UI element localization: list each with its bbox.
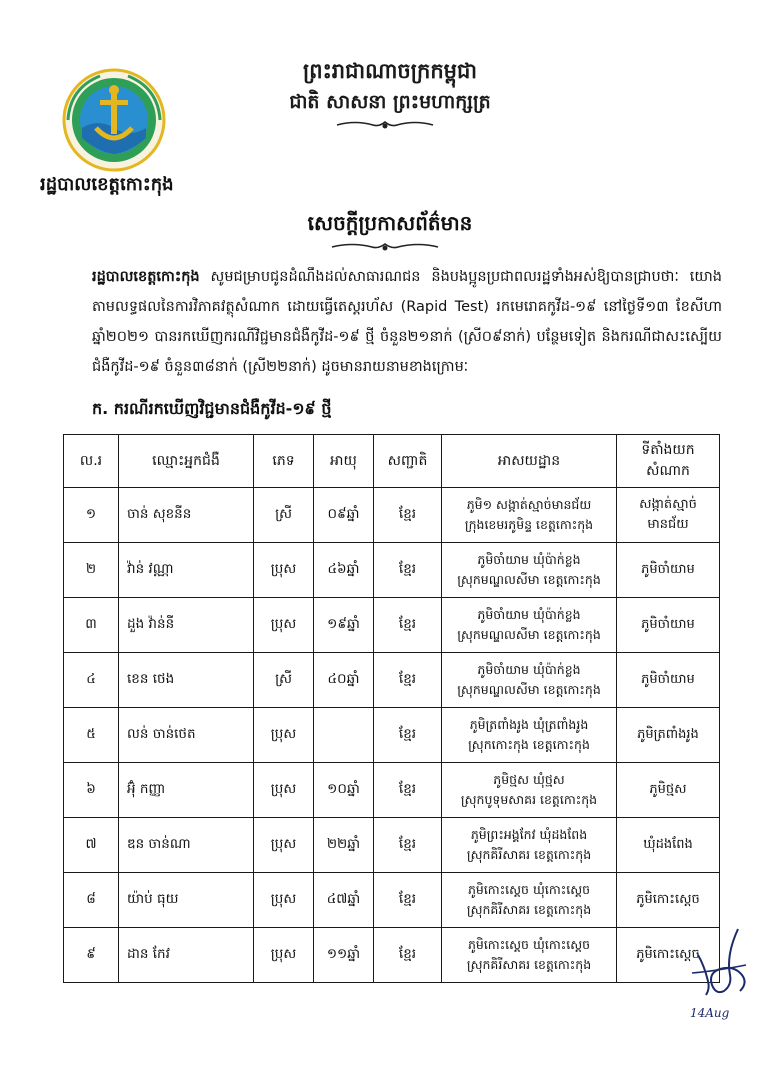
new-cases-table (63, 434, 720, 983)
cell-sex: ប្រុស (254, 818, 314, 873)
cell-address (442, 598, 617, 653)
kingdom-title: ព្រះរាជាណាចក្រកម្ពុជា (302, 58, 477, 83)
cell-sex: ប្រុស (254, 708, 314, 763)
cell-sex: ស្រី (254, 488, 314, 543)
cell-number: ១ (64, 488, 119, 543)
column-header-name: ឈ្មោះអ្នកជំងឺ (119, 435, 254, 488)
address-line-2: ស្រុកបូទុមសាគរ ខេត្តកោះកុង (460, 792, 598, 807)
cell-age (314, 708, 374, 763)
cell-number: ២ (64, 543, 119, 598)
address-line-1: ភូមិចាំយាម ឃុំប៉ាក់ខ្លង (477, 607, 581, 622)
cell-nationality: ខ្មែរ (374, 818, 442, 873)
document-title: សេចក្តីប្រកាសព័ត៌មាន (307, 211, 473, 235)
cell-sample-site: ភូមិចាំយាម (617, 543, 720, 598)
cell-sex: ប្រុស (254, 598, 314, 653)
cell-sex: ប្រុស (254, 928, 314, 983)
address-line-1: ភូមិចាំយាម ឃុំប៉ាក់ខ្លង (477, 662, 581, 677)
address-line-1: ភូមិចាំយាម ឃុំប៉ាក់ខ្លង (477, 552, 581, 567)
cell-age: ៤៧ឆ្នាំ (314, 873, 374, 928)
column-header-age: អាយុ (314, 435, 374, 488)
national-motto: ជាតិ សាសនា ព្រះមហាក្សត្រ (289, 91, 491, 113)
cell-number: ៦ (64, 763, 119, 818)
address-line-2: ស្រុកគិរីសាគរ ខេត្តកោះកុង (466, 847, 592, 862)
cell-sample-site: ភូមិថ្មស (617, 763, 720, 818)
column-header-sex: ភេទ (254, 435, 314, 488)
table-header-row (64, 435, 720, 488)
cell-address (442, 763, 617, 818)
column-header-number: ល.រ (64, 435, 119, 488)
cell-nationality: ខ្មែរ (374, 543, 442, 598)
address-line-1: ភូមិព្រះអង្គកែវ ឃុំដងពែង (470, 827, 588, 842)
announcement-paragraph (92, 262, 722, 382)
header-ornament-icon (335, 118, 435, 132)
cell-address (442, 928, 617, 983)
koh-kong-province-seal-icon (60, 68, 168, 172)
cell-name: អ៊ុំ កញ្ញា (119, 763, 254, 818)
address-line-2: ស្រុកមណ្ឌលសីមា ខេត្តកោះកុង (457, 627, 601, 642)
signature-date: 14Aug (690, 1006, 730, 1020)
cell-sex: ប្រុស (254, 873, 314, 928)
cell-name: ដាន កែវ (119, 928, 254, 983)
address-line-2: ស្រុកមណ្ឌលសីមា ខេត្តកោះកុង (457, 572, 601, 587)
cell-name: ដួង វ៉ាន់នី (119, 598, 254, 653)
cell-name: ឌន ចាន់ណា (119, 818, 254, 873)
cell-name: លន់ ចាន់ថេត (119, 708, 254, 763)
cell-name: ខេន ថេង (119, 653, 254, 708)
table-row (64, 763, 720, 818)
address-line-2: ស្រុកកោះកុង ខេត្តកោះកុង (468, 737, 590, 752)
cell-age: ១១ឆ្នាំ (314, 928, 374, 983)
cell-sample-site: ភូមិចាំយាម (617, 598, 720, 653)
table-row (64, 653, 720, 708)
address-line-2: ស្រុកគិរីសាគរ ខេត្តកោះកុង (466, 902, 592, 917)
table-row (64, 873, 720, 928)
cell-number: ៤ (64, 653, 119, 708)
cell-number: ៩ (64, 928, 119, 983)
cell-number: ៣ (64, 598, 119, 653)
cell-name: វ៉ាន់ វណ្ណា (119, 543, 254, 598)
address-line-1: ភូមិកោះស្តេច ឃុំកោះស្តេច (467, 937, 591, 952)
cell-age: ០៩ឆ្នាំ (314, 488, 374, 543)
cell-sample-site: ភូមិត្រពាំងរូង (617, 708, 720, 763)
cell-address (442, 708, 617, 763)
cell-sample-site: ភូមិចាំយាម (617, 653, 720, 708)
paragraph-organization: រដ្ឋបាលខេត្តកោះកុង (92, 269, 200, 285)
handwritten-signature-icon (686, 925, 756, 1005)
cell-address (442, 543, 617, 598)
cell-sample-site: ភូមិកោះស្តេច (617, 928, 720, 983)
cell-name: ចាន់ សុខនីន (119, 488, 254, 543)
cell-nationality: ខ្មែរ (374, 928, 442, 983)
address-line-1: ភូមិត្រពាំងរូង ឃុំត្រពាំងរូង (469, 717, 589, 732)
cell-address (442, 873, 617, 928)
address-line-1: ភូមិ១ សង្កាត់ស្មាច់មានជ័យ (466, 497, 592, 512)
cell-sample-site: ឃុំដងពែង (617, 818, 720, 873)
address-line-2: ស្រុកគិរីសាគរ ខេត្តកោះកុង (466, 957, 592, 972)
cell-number: ៨ (64, 873, 119, 928)
cell-sample-site: ភូមិកោះស្តេច (617, 873, 720, 928)
column-header-sample-site: ទីតាំងយកសំណាក (617, 435, 720, 488)
table-row (64, 598, 720, 653)
paragraph-text: សូមជម្រាបជូនដំណឹងដល់សាធារណជន និងបងប្អូនប្រជាពលរដ្ឋទាំងអស់ឱ្យបានជ្រាបថាៈ យោងតាមលទ្ធផលនៃការវិភាគវត្ថុសំណាក ដោយធ្វើតេស្តរហ័ស (Rapid Test) រកមេរោគកូវីដ-១៩ នៅថ្ងៃទី១៣ ខែសីហា ឆ្នាំ២០២១ បានរកឃើញករណីវិជ្ជមានជំងឺកូវីដ-១៩ ថ្មី ចំនួន២១នាក់ (ស្រី០៩នាក់) បន្ថែមទៀត និងករណីជាសះស្បើយជំងឺកូវីដ-១៩ ចំនួន៣៨នាក់ (ស្រី២២នាក់) ដូចមានរាយនាមខាងក្រោមៈ (92, 269, 722, 375)
cell-age: ៤៦ឆ្នាំ (314, 543, 374, 598)
cell-nationality: ខ្មែរ (374, 763, 442, 818)
cell-sex: ប្រុស (254, 763, 314, 818)
cell-address (442, 818, 617, 873)
address-line-1: ភូមិកោះស្តេច ឃុំកោះស្តេច (467, 882, 591, 897)
table-row (64, 543, 720, 598)
cell-age: ១៩ឆ្នាំ (314, 598, 374, 653)
cell-age: ៤០ឆ្នាំ (314, 653, 374, 708)
cell-age: ២២ឆ្នាំ (314, 818, 374, 873)
table-row (64, 818, 720, 873)
cell-number: ៥ (64, 708, 119, 763)
address-line-1: ភូមិថ្មស ឃុំថ្មស (493, 772, 565, 787)
table-row (64, 928, 720, 983)
address-line-2: ស្រុកមណ្ឌលសីមា ខេត្តកោះកុង (457, 682, 601, 697)
column-header-nationality: សញ្ជាតិ (374, 435, 442, 488)
cell-address (442, 653, 617, 708)
cell-nationality: ខ្មែរ (374, 873, 442, 928)
title-ornament-icon (330, 240, 440, 254)
address-line-2: ក្រុងខេមរភូមិន្ទ ខេត្តកោះកុង (464, 517, 594, 532)
cell-age: ១០ឆ្នាំ (314, 763, 374, 818)
table-row (64, 708, 720, 763)
cell-sample-site: សង្កាត់ស្មាច់មានជ័យ (617, 488, 720, 543)
cell-nationality: ខ្មែរ (374, 653, 442, 708)
cell-nationality: ខ្មែរ (374, 708, 442, 763)
organization-name: រដ្ឋបាលខេត្តកោះកុង (40, 174, 174, 195)
cell-number: ៧ (64, 818, 119, 873)
cell-sex: ស្រី (254, 653, 314, 708)
cell-address (442, 488, 617, 543)
cell-nationality: ខ្មែរ (374, 488, 442, 543)
cell-sex: ប្រុស (254, 543, 314, 598)
section-heading: ក. ករណីរកឃើញវិជ្ជមានជំងឺកូវីដ-១៩ ថ្មី (92, 399, 332, 418)
cell-name: យ៉ាប់ ធុយ (119, 873, 254, 928)
cell-nationality: ខ្មែរ (374, 598, 442, 653)
table-row (64, 488, 720, 543)
column-header-address: អាសយដ្ឋាន (442, 435, 617, 488)
